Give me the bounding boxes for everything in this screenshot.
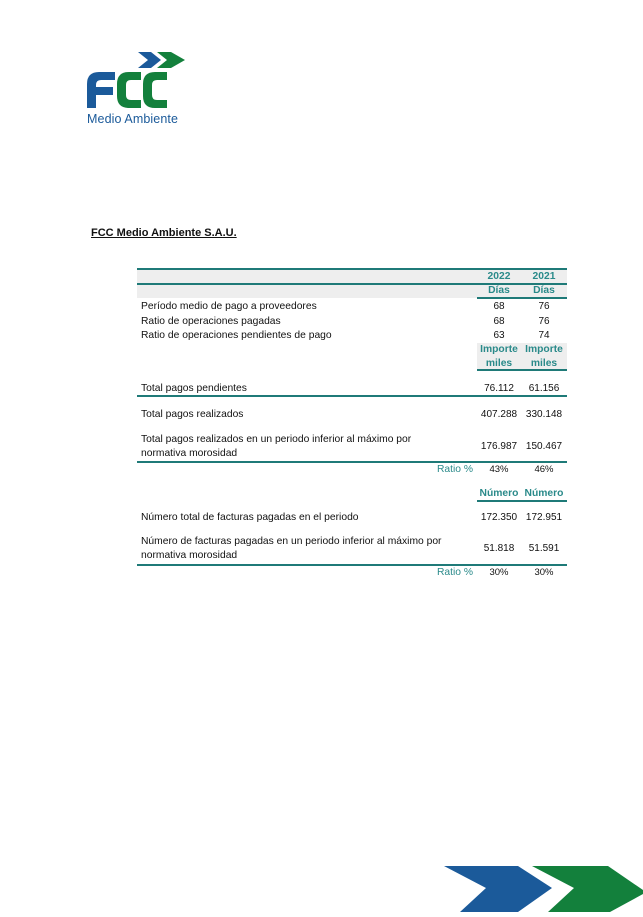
unit-numero-rule bbox=[477, 500, 567, 502]
company-title: FCC Medio Ambiente S.A.U. bbox=[91, 227, 237, 239]
row-rule bbox=[137, 395, 567, 397]
logo-subtitle: Medio Ambiente bbox=[87, 112, 179, 126]
col-2022-header: 2022 bbox=[487, 271, 511, 282]
unit-importe-rule bbox=[477, 369, 567, 371]
fcc-logo-icon bbox=[85, 50, 195, 112]
double-chevron-icon bbox=[440, 864, 643, 912]
unit-dias-2022: Días bbox=[488, 285, 510, 296]
ratio-label: Ratio % bbox=[437, 567, 474, 578]
footer-chevrons bbox=[440, 864, 643, 912]
unit-dias-2021: Días bbox=[533, 285, 555, 296]
unit-dias-rule bbox=[477, 297, 567, 299]
ratio-label: Ratio % bbox=[437, 464, 474, 475]
col-2021-header: 2021 bbox=[532, 271, 556, 282]
